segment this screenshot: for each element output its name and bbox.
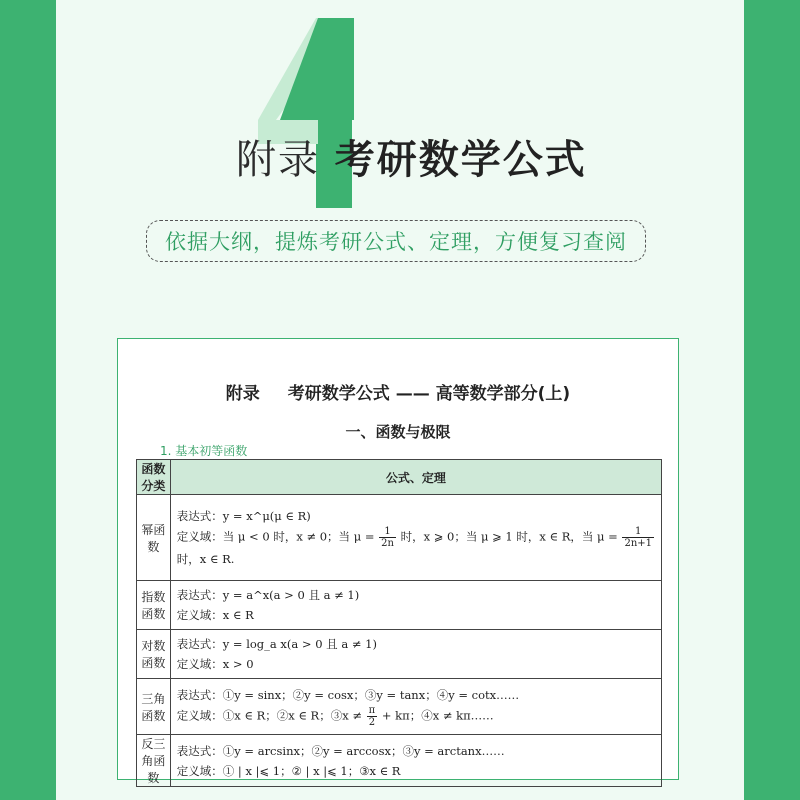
row-formula bbox=[170, 495, 661, 581]
fraction-denominator: 2 bbox=[368, 717, 376, 728]
table-row bbox=[137, 630, 662, 679]
table-row bbox=[137, 735, 662, 787]
row-formula bbox=[170, 735, 661, 787]
formula-line: 表达式：①y = arcsinx；②y = arccosx；③y = arctanx…… bbox=[176, 743, 505, 758]
row-formula bbox=[170, 581, 661, 630]
row-name: 幂函数 bbox=[137, 495, 171, 581]
formula-text: + kπ；④x ≠ kπ…… bbox=[381, 708, 494, 723]
banner-subtitle-text: 依据大纲，提炼考研公式、定理，方便复习查阅 bbox=[165, 230, 627, 254]
formula-text: 定义域：①x ∈ R；②x ∈ R；③x ≠ bbox=[176, 708, 362, 723]
formula-line: 表达式：y = a^x(a > 0 且 a ≠ 1) bbox=[176, 588, 360, 602]
row-name: 指数函数 bbox=[137, 581, 171, 630]
formula-line bbox=[177, 705, 655, 728]
row-name: 反三角函数 bbox=[137, 735, 171, 787]
document-page bbox=[117, 338, 679, 785]
document-title bbox=[118, 379, 678, 404]
document-title-left: 附录 bbox=[225, 384, 260, 404]
formula-line: 表达式：①y = sinx；②y = cosx；③y = tanx；④y = cotx…… bbox=[176, 688, 520, 702]
formula-line: 定义域：① | x |⩽ 1；② | x |⩽ 1；③x ∈ R bbox=[176, 763, 401, 778]
row-name: 对数函数 bbox=[137, 630, 171, 679]
row-formula bbox=[170, 630, 661, 679]
banner-title bbox=[236, 128, 587, 185]
fraction-denominator: 2n+1 bbox=[624, 538, 652, 549]
fraction-numerator: π bbox=[368, 705, 376, 716]
formula-line: 表达式：y = x^μ(μ ∈ R) bbox=[176, 509, 311, 523]
fraction-numerator: 1 bbox=[379, 526, 396, 538]
formula-text: 时，x ⩾ 0；当 μ ⩾ 1 时，x ∈ R，当 μ = bbox=[400, 529, 618, 544]
header-category: 函数分类 bbox=[137, 460, 171, 495]
table-row bbox=[137, 495, 662, 581]
document-title-right: 考研数学公式 —— 高等数学部分(上) bbox=[287, 384, 571, 404]
row-name: 三角函数 bbox=[137, 679, 171, 735]
banner-title-light: 附录 bbox=[236, 137, 320, 183]
table-header-row bbox=[137, 460, 662, 495]
banner-subtitle bbox=[146, 220, 646, 262]
formula-line: 定义域：x ∈ R bbox=[176, 608, 254, 622]
fraction bbox=[379, 526, 396, 549]
formula-text: 定义域：当 μ < 0 时，x ≠ 0；当 μ = bbox=[176, 529, 375, 544]
fraction-denominator: 2n bbox=[381, 538, 394, 549]
formula-line bbox=[177, 526, 655, 549]
table-row bbox=[137, 581, 662, 630]
formula-line: 表达式：y = log_a x(a > 0 且 a ≠ 1) bbox=[176, 637, 377, 651]
fraction bbox=[367, 705, 378, 728]
section-title: 一、函数与极限 bbox=[345, 423, 451, 441]
formula-line: 时，x ∈ R. bbox=[176, 552, 235, 566]
fraction bbox=[622, 526, 654, 549]
table-row bbox=[137, 679, 662, 735]
fraction-numerator: 1 bbox=[622, 526, 654, 538]
formula-table bbox=[136, 459, 662, 787]
row-formula bbox=[170, 679, 661, 735]
banner-title-bold: 考研数学公式 bbox=[334, 137, 587, 183]
header-formula: 公式、定理 bbox=[170, 460, 661, 495]
chapter-number: 4 bbox=[258, 18, 259, 19]
formula-line: 定义域：x > 0 bbox=[176, 657, 254, 671]
subsection-title: 1. 基本初等函数 bbox=[160, 444, 248, 458]
